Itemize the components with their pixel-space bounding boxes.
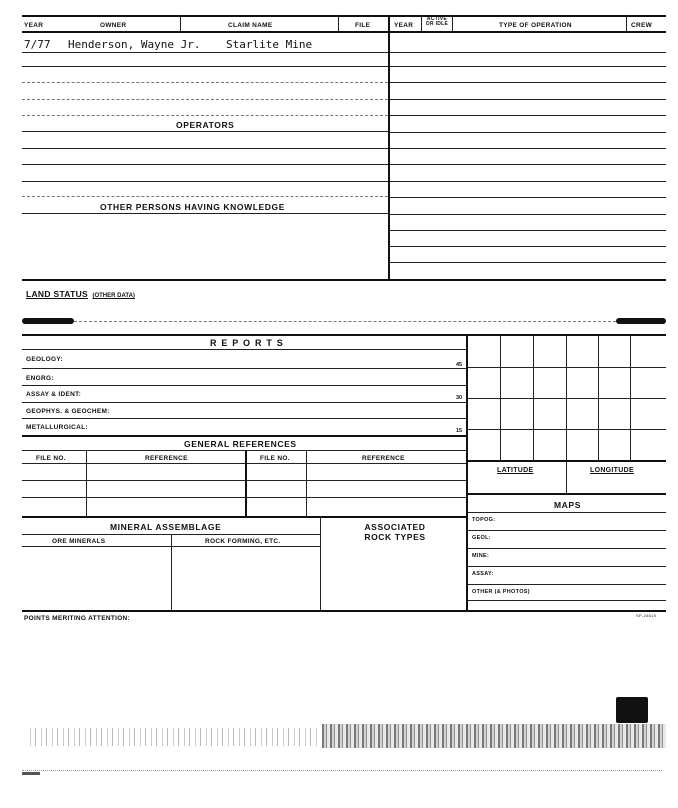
scan-noise-band-left: [30, 728, 320, 746]
entry-date: 7/77: [24, 38, 51, 51]
col-ore-minerals: ORE MINERALS: [52, 538, 106, 545]
report-engrg: ENGRG:: [26, 375, 54, 382]
mineral-assemblage-heading: MINERAL ASSEMBLAGE: [110, 522, 222, 532]
ref-col-file-no-1: FILE NO.: [36, 455, 66, 462]
entry-claim: Starlite Mine: [226, 38, 313, 51]
operators-heading: OPERATORS: [176, 120, 235, 130]
col-rock-forming: ROCK FORMING, ETC.: [205, 538, 281, 545]
report-assay: ASSAY & IDENT:: [26, 391, 82, 398]
report-geophys: GEOPHYS. & GEOCHEM:: [26, 408, 110, 415]
latitude-label: LATITUDE: [497, 467, 534, 474]
report-num-30: 30: [456, 395, 463, 401]
col-type-of-operation: TYPE OF OPERATION: [499, 22, 572, 29]
ref-col-reference-2: REFERENCE: [362, 455, 405, 462]
form-number: SP-24615: [636, 613, 657, 618]
other-persons-heading: OTHER PERSONS HAVING KNOWLEDGE: [100, 202, 286, 212]
top-rule: [22, 15, 666, 17]
longitude-label: LONGITUDE: [590, 467, 634, 474]
maps-topog: TOPOG:: [472, 517, 496, 523]
points-meriting-attention: POINTS MERITING ATTENTION:: [24, 615, 131, 622]
col-file: FILE: [355, 22, 371, 29]
maps-assay: ASSAY:: [472, 571, 494, 577]
maps-other: OTHER (& PHOTOS): [472, 589, 530, 595]
scan-noise-band: [322, 724, 666, 748]
report-num-45: 45: [456, 362, 463, 368]
maps-mine: MINE:: [472, 553, 490, 559]
col-active-or-idle: ACTIVE OR IDLE: [425, 16, 449, 27]
ref-col-file-no-2: FILE NO.: [260, 455, 290, 462]
report-num-15: 15: [456, 428, 463, 434]
col-year: YEAR: [24, 22, 44, 29]
land-status-heading: LAND STATUS (OTHER DATA): [26, 289, 135, 299]
associated-rock-types-heading: ASSOCIATED ROCK TYPES: [364, 522, 426, 542]
report-geology: GEOLOGY:: [26, 356, 63, 363]
reports-heading: R E P O R T S: [210, 338, 284, 348]
ink-blot-left: [22, 318, 74, 324]
report-metallurgical: METALLURGICAL:: [26, 424, 88, 431]
maps-heading: MAPS: [554, 500, 581, 510]
col-year-2: YEAR: [394, 22, 414, 29]
ref-col-reference-1: REFERENCE: [145, 455, 188, 462]
ink-blot-bottom: [616, 697, 648, 723]
entry-owner: Henderson, Wayne Jr.: [68, 38, 201, 51]
col-claim-name: CLAIM NAME: [228, 22, 273, 29]
general-references-heading: GENERAL REFERENCES: [184, 439, 297, 449]
ink-blot-right: [616, 318, 666, 324]
col-owner: OWNER: [100, 22, 127, 29]
col-crew: CREW: [631, 22, 653, 29]
maps-geol: GEOL:: [472, 535, 491, 541]
